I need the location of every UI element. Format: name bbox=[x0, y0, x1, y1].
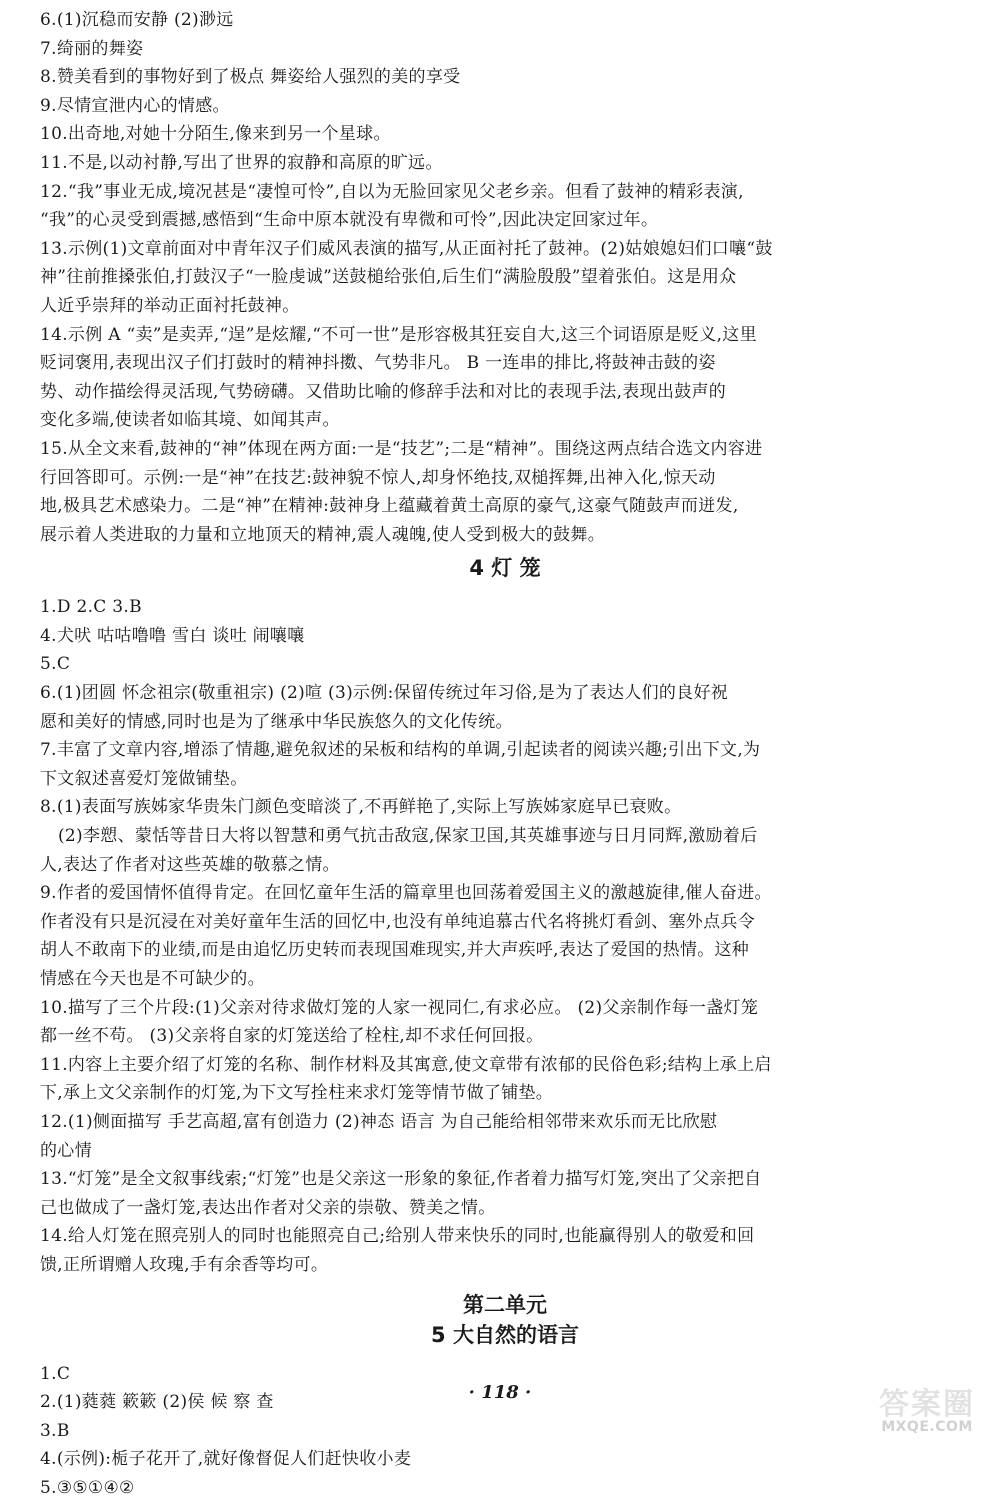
answer-item bbox=[40, 1474, 970, 1503]
answer-line: 11.不是,以动衬静,写出了世界的寂静和高原的旷远。 bbox=[40, 152, 443, 173]
answer-line: 9.尽情宣泄内心的情感。 bbox=[40, 95, 230, 116]
answer-line: 12.(1)侧面描写 手艺高超,富有创造力 (2)神态 语言 为自己能给相邻带来欢乐而无比欣慰 bbox=[40, 1111, 718, 1132]
answer-item bbox=[40, 120, 970, 149]
answer-item bbox=[40, 1417, 970, 1446]
answer-line: 人,表达了作者对这些英雄的敬慕之情。 bbox=[40, 854, 340, 875]
answer-item bbox=[40, 1108, 970, 1165]
answer-item bbox=[40, 1445, 970, 1474]
answers-section-5 bbox=[40, 1360, 970, 1503]
answer-line: 13.示例(1)文章前面对中青年汉子们威风表演的描写,从正面衬托了鼓神。(2)姑娘媳妇们口嚷“鼓 bbox=[40, 238, 773, 259]
answer-line: 3.B bbox=[40, 1420, 70, 1441]
answer-item bbox=[40, 736, 970, 793]
page-number: · 118 · bbox=[468, 1382, 532, 1403]
answer-line: 愿和美好的情感,同时也是为了继承中华民族悠久的文化传统。 bbox=[40, 711, 513, 732]
answer-item bbox=[40, 6, 970, 35]
answer-item bbox=[40, 1051, 970, 1108]
answer-line: 行回答即可。示例:一是“神”在技艺:鼓神貌不惊人,却身怀绝技,双槌挥舞,出神入化,惊天动 bbox=[40, 467, 716, 488]
content-column bbox=[40, 6, 970, 1503]
answer-item bbox=[40, 679, 970, 736]
answers-section-3 bbox=[40, 6, 970, 549]
answer-line: 变化多端,使读者如临其境、如闻其声。 bbox=[40, 410, 340, 431]
answer-item bbox=[40, 92, 970, 121]
answer-line: 人近乎崇拜的举动正面衬托鼓神。 bbox=[40, 295, 300, 316]
answer-item bbox=[40, 35, 970, 64]
unit-heading: 第二单元 bbox=[463, 1292, 547, 1317]
answer-line: 7.丰富了文章内容,增添了情趣,避免叙述的呆板和结构的单调,引起读者的阅读兴趣;引出下文,为 bbox=[40, 740, 761, 761]
answer-item bbox=[40, 178, 970, 235]
answer-line: 作者没有只是沉浸在对美好童年生活的回忆中,也没有单纯追慕古代名将挑灯看剑、塞外点兵令 bbox=[40, 911, 756, 932]
answer-line: 神”往前推搡张伯,打鼓汉子“一脸虔诚”送鼓槌给张伯,后生们“满脸殷殷”望着张伯。这是用众 bbox=[40, 267, 737, 288]
answer-line: 都一丝不苟。 (3)父亲将自家的灯笼送给了栓柱,却不求任何回报。 bbox=[40, 1026, 544, 1047]
answer-line: 8.赞美看到的事物好到了极点 舞姿给人强烈的美的享受 bbox=[40, 67, 461, 88]
answer-line: 的心情 bbox=[40, 1140, 92, 1161]
answer-line: 5.③⑤①④② bbox=[40, 1477, 135, 1498]
answer-line: 6.(1)团圆 怀念祖宗(敬重祖宗) (2)喧 (3)示例:保留传统过年习俗,是为了表达人们的良好祝 bbox=[40, 683, 729, 704]
answer-item bbox=[40, 63, 970, 92]
answer-line: 情感在今天也是不可缺少的。 bbox=[40, 969, 265, 989]
answer-item bbox=[40, 622, 970, 651]
answer-line: 己也做成了一盏灯笼,表达出作者对父亲的崇敬、赞美之情。 bbox=[40, 1197, 496, 1218]
answer-line: 11.内容上主要介绍了灯笼的名称、制作材料及其寓意,使文章带有浓郁的民俗色彩;结构上承上启 bbox=[40, 1054, 772, 1075]
answers-section-4 bbox=[40, 593, 970, 1279]
answer-line: 4.(示例):栀子花开了,就好像督促人们赶快收小麦 bbox=[40, 1449, 412, 1470]
answer-item bbox=[40, 650, 970, 679]
answer-item bbox=[40, 1165, 970, 1222]
answer-line: 展示着人类进取的力量和立地顶天的精神,震人魂魄,使人受到极大的鼓舞。 bbox=[40, 524, 606, 545]
answer-item bbox=[40, 321, 970, 435]
answer-line: 2.(1)蕤蕤 簌簌 (2)侯 候 察 查 bbox=[40, 1392, 274, 1413]
answer-line: (2)李愬、蒙恬等昔日大将以智慧和勇气抗击敌寇,保家卫国,其英雄事迹与日月同辉,激励着后 bbox=[58, 826, 758, 847]
answer-line: 7.绮丽的舞姿 bbox=[40, 38, 144, 59]
answer-item bbox=[40, 435, 970, 549]
answer-item bbox=[40, 149, 970, 178]
section-heading-5: 5 大自然的语言 bbox=[431, 1322, 579, 1347]
answer-line: 15.从全文来看,鼓神的“神”体现在两方面:一是“技艺”;二是“精神”。围绕这两点结合选文内容进 bbox=[40, 438, 763, 459]
answer-line: 下,承上文父亲制作的灯笼,为下文写拴柱来求灯笼等情节做了铺垫。 bbox=[40, 1083, 554, 1104]
answer-line: 地,极具艺术感染力。二是“神”在精神:鼓神身上蕴藏着黄土高原的豪气,这豪气随鼓声而迸发, bbox=[40, 496, 739, 517]
answer-line: 6.(1)沉稳而安静 (2)渺远 bbox=[40, 10, 234, 30]
answer-line: 10.描写了三个片段:(1)父亲对待求做灯笼的人家一视同仁,有求必应。 (2)父亲制作每一盏灯笼 bbox=[40, 997, 759, 1018]
answer-line: 4.犬吠 咕咕噜噜 雪白 谈吐 闹嚷嚷 bbox=[40, 625, 305, 646]
answer-line: 8.(1)表面写族姊家华贵朱门颜色变暗淡了,不再鲜艳了,实际上写族姊家庭早已衰败。 bbox=[40, 797, 682, 818]
answer-item bbox=[40, 879, 970, 993]
answer-line: 13.“灯笼”是全文叙事线索;“灯笼”也是父亲这一形象的象征,作者着力描写灯笼,突出了父亲把自 bbox=[40, 1169, 762, 1190]
answer-line: 12.“我”事业无成,境况甚是“凄惶可怜”,自以为无脸回家见父老乡亲。但看了鼓神的精彩表演, bbox=[40, 181, 744, 202]
answer-line: 14.给人灯笼在照亮别人的同时也能照亮自己;给别人带来快乐的同时,也能赢得别人的敬爱和回 bbox=[40, 1226, 755, 1247]
answer-item bbox=[40, 994, 970, 1051]
answer-line: 势、动作描绘得灵活现,气势磅礴。又借助比喻的修辞手法和对比的表现手法,表现出鼓声的 bbox=[40, 381, 727, 402]
answer-line: 下文叙述喜爱灯笼做铺垫。 bbox=[40, 768, 248, 789]
answer-line: “我”的心灵受到震撼,感悟到“生命中原本就没有卑微和可怜”,因此决定回家过年。 bbox=[40, 210, 659, 231]
answer-line: 贬词褒用,表现出汉子们打鼓时的精神抖擞、气势非凡。 B 一连串的排比,将鼓神击鼓的姿 bbox=[40, 353, 716, 374]
watermark-logo-text: 答案圈 bbox=[879, 1387, 975, 1422]
answer-line: 10.出奇地,对她十分陌生,像来到另一个星球。 bbox=[40, 124, 391, 145]
answer-line: 1.C bbox=[40, 1363, 71, 1384]
watermark-site-text: MXQE.COM bbox=[881, 1419, 973, 1435]
answer-item bbox=[40, 793, 970, 879]
watermark-logo bbox=[872, 1379, 982, 1435]
answer-line: 14.示例 A “卖”是卖弄,“逞”是炫耀,“不可一世”是形容极其狂妄自大,这三个词语原是贬义,这里 bbox=[40, 324, 757, 345]
answer-line: 胡人不敢南下的业绩,而是由追忆历史转而表现国难现实,并大声疾呼,表达了爱国的热情。这种 bbox=[40, 940, 750, 961]
answer-line: 1.D 2.C 3.B bbox=[40, 597, 142, 618]
answer-line: 5.C bbox=[40, 654, 71, 675]
answer-line: 9.作者的爱国情怀值得肯定。在回忆童年生活的篇章里也回荡着爱国主义的激越旋律,催人奋进。 bbox=[40, 883, 772, 904]
answer-item bbox=[40, 1222, 970, 1279]
answer-item bbox=[40, 593, 970, 622]
section-heading-4: 4 灯 笼 bbox=[469, 556, 541, 581]
answer-line: 馈,正所谓赠人玫瑰,手有余香等均可。 bbox=[40, 1254, 329, 1275]
answer-item bbox=[40, 235, 970, 321]
